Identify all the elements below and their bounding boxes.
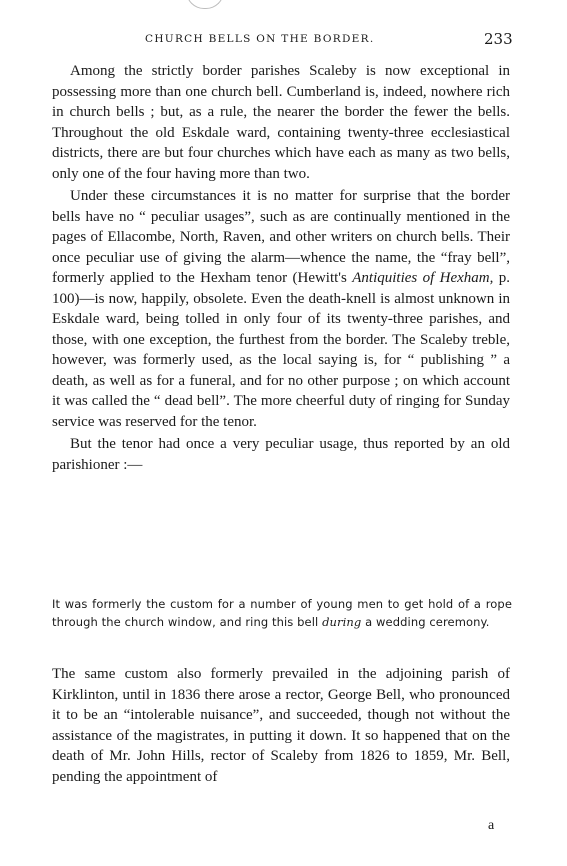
book-title: Antiquities of Hexham,: [352, 270, 494, 286]
paragraph-2: [52, 186, 510, 432]
main-text: [52, 61, 510, 477]
closing-text: [52, 664, 510, 787]
page-header: [0, 28, 567, 48]
page-edge-mark: [186, 0, 224, 9]
paragraph-2-text-b: p. 100)—is now, happily, obsolete. Even the death-knell is almost unknown in Eskdale ward, being tolled in only four of its twenty-three parishes, and those, with one exception, the furthest from the border. The Scaleby treble, however, was formerly used, as the local saying is, for “ publishing ” a death, as well as for a funeral, and for no other purpose ; on which account it was called the “ dead bell”. The more cheerful duty of ringing for Sunday service was reserved for the tenor.: [52, 270, 510, 430]
paragraph-3: But the tenor had once a very peculiar usage, thus reported by an old parishioner :—: [52, 436, 510, 473]
paragraph-4: The same custom also formerly prevailed in the adjoining parish of Kirklinton, until in 1836 there arose a rector, George Bell, who pronounced it to be an “intolerable nuisance”, and succeeded, though not without the assistance of the magistrates, in putting it down. It so happened that on the death of Mr. John Hills, rector of Scaleby from 1826 to 1859, Mr. Bell, pending the appointment of: [52, 666, 510, 785]
paragraph-2-text-a: Under these circumstances it is no matter for surprise that the border bells have no “ peculiar usages”, such as are continually mentioned in the pages of Ellacombe, North, Raven, and other writers on church bells. Their once peculiar use of giving the alarm—whence the name, the “fray bell”, formerly applied to the Hexham tenor (Hewitt's: [52, 188, 510, 286]
paragraph-1: Among the strictly border parishes Scaleby is now exceptional in possessing more than one church bell. Cumberland is, indeed, nowhere rich in church bells ; but, as a rule, the nearer the border the fewer the bells. Throughout the old Eskdale ward, containing twenty-three ecclesiastical districts, there are but four churches which have each as many as two bells, only one of the four having more than two.: [52, 63, 510, 182]
catchword: a: [488, 818, 495, 833]
quote-text-a: It was formerly the custom for a number of young men to get hold of a rope through the church window, and ring this bell: [52, 597, 512, 629]
block-quote: [52, 596, 512, 631]
running-head: CHURCH BELLS ON THE BORDER.: [145, 33, 375, 45]
quote-emphasis: during: [322, 614, 362, 629]
quote-text-b: a wedding ceremony.: [361, 614, 490, 629]
page-number: 233: [484, 30, 513, 48]
